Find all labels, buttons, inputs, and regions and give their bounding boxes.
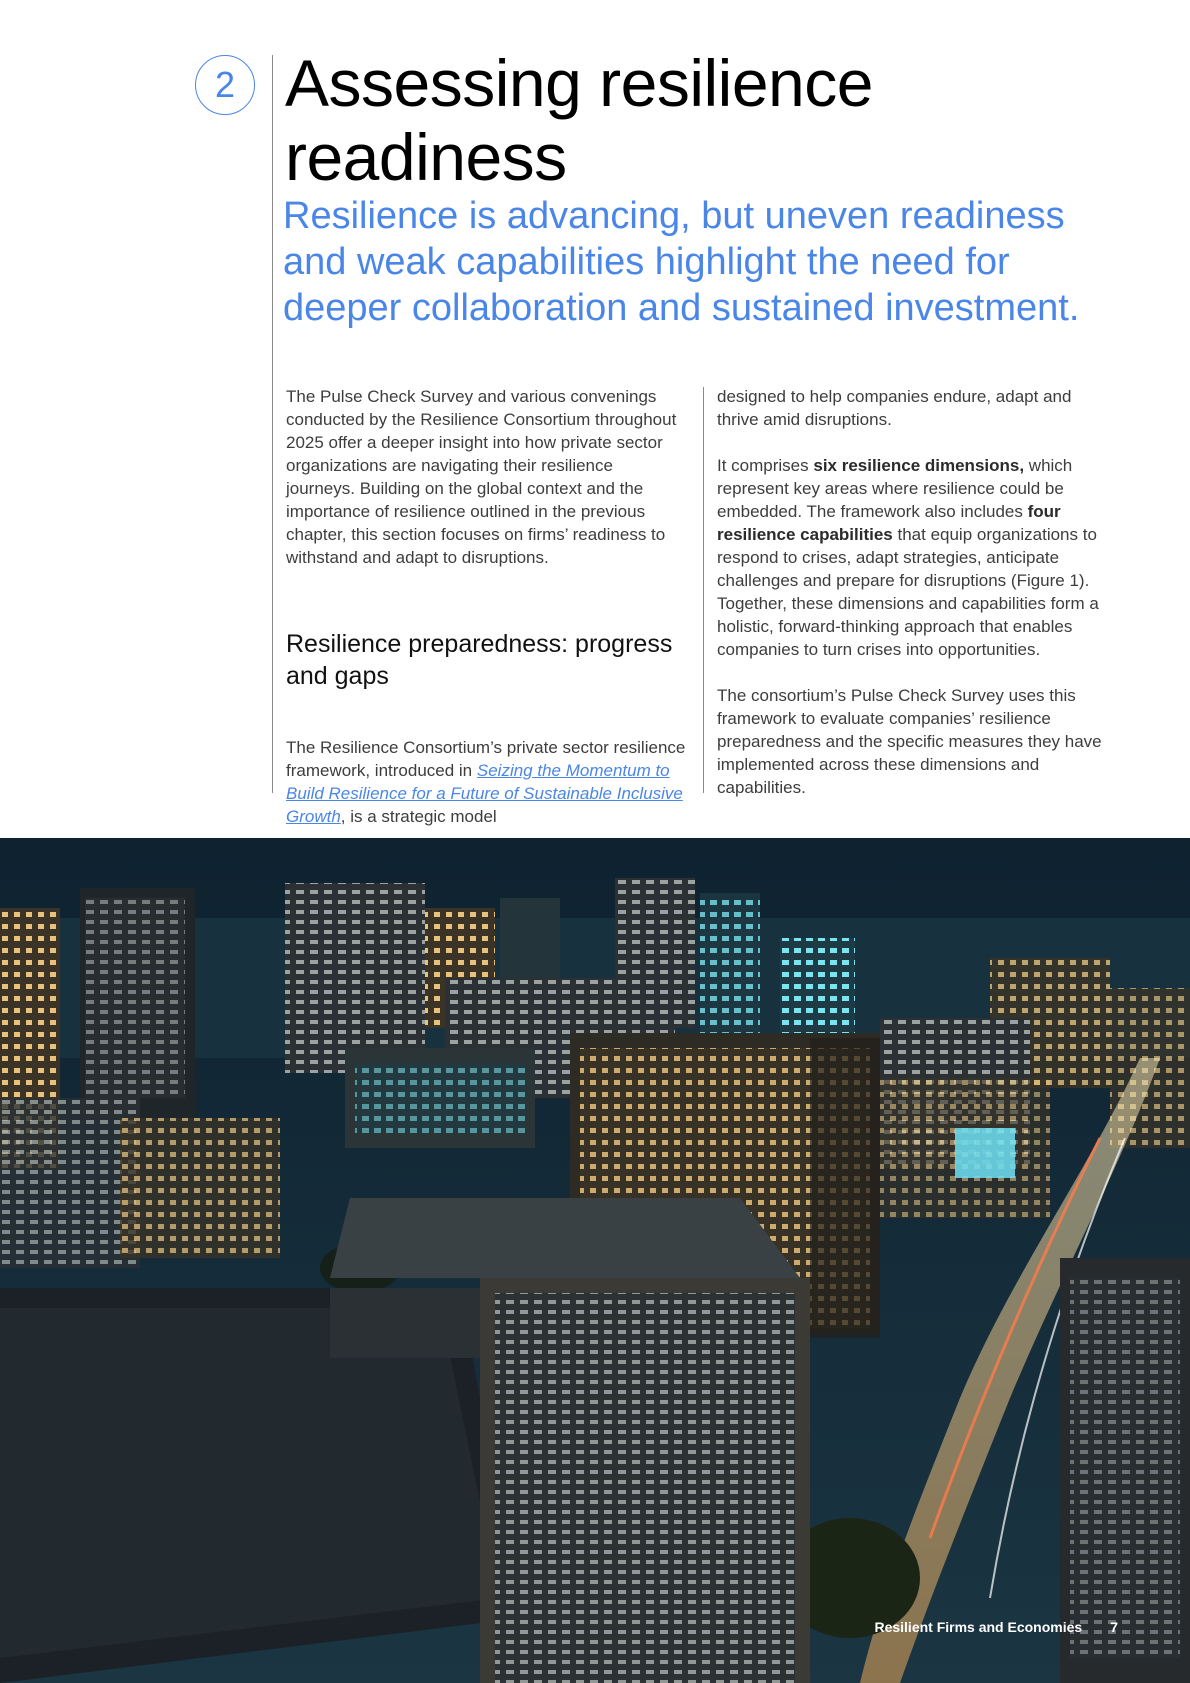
- dimensions-paragraph: [717, 454, 1102, 661]
- framework-text-end: , is a strategic model: [340, 807, 497, 826]
- column-divider: [703, 387, 704, 793]
- page-subtitle: Resilience is advancing, but uneven readiness and weak capabilities highlight the need for deeper collaboration and sustained investment.: [283, 195, 1080, 329]
- footer-page-number: 7: [1110, 1619, 1118, 1635]
- right-column: [717, 385, 1102, 799]
- city-night-photo: [0, 838, 1190, 1683]
- dimensions-text-1: It comprises: [717, 456, 814, 475]
- vertical-divider: [272, 55, 273, 793]
- continuation-paragraph: designed to help companies endure, adapt and thrive amid disruptions.: [717, 387, 1072, 429]
- left-column: [286, 385, 686, 828]
- report-link[interactable]: Seizing the Momentum to Build Resilience for a Future of Sustainable Inclusive Growth: [286, 761, 683, 826]
- chapter-number: 2: [214, 64, 236, 105]
- survey-paragraph: The consortium’s Pulse Check Survey uses this framework to evaluate companies’ resilience preparedness and the specific measures they have implemented across these dimensions and capabilities.: [717, 686, 1102, 797]
- city-skyline-illustration: [0, 838, 1190, 1683]
- chapter-number-badge: [195, 55, 255, 115]
- capabilities-emphasis: four resilience capabilities: [717, 502, 1061, 544]
- dimensions-text-3: that equip organizations to respond to crises, adapt strategies, anticipate challenges and prepare for disruptions (Figure 1). Together, these dimensions and capabilities form a holistic, forward-thinking approach that enables companies to turn crises into opportunities.: [717, 525, 1099, 659]
- intro-paragraph: The Pulse Check Survey and various convenings conducted by the Resilience Consortium throughout 2025 offer a deeper insight into how private sector organizations are navigating their resilience journeys. Building on the global context and the importance of resilience outlined in the previous chapter, this section focuses on firms’ readiness to withstand and adapt to disruptions.: [286, 387, 677, 567]
- section-heading: Resilience preparedness: progress and gaps: [286, 630, 673, 690]
- dimensions-emphasis: six resilience dimensions,: [813, 456, 1025, 475]
- footer-report-title: Resilient Firms and Economies: [874, 1619, 1083, 1635]
- page-footer: [874, 1619, 1118, 1635]
- page-title: Assessing resilience readiness: [285, 46, 873, 194]
- dimensions-text-2: which represent key areas where resilience could be embedded. The framework also includes: [717, 456, 1073, 521]
- framework-paragraph: [286, 736, 686, 828]
- framework-text-start: The Resilience Consortium’s private sector resilience framework, introduced in: [286, 738, 686, 780]
